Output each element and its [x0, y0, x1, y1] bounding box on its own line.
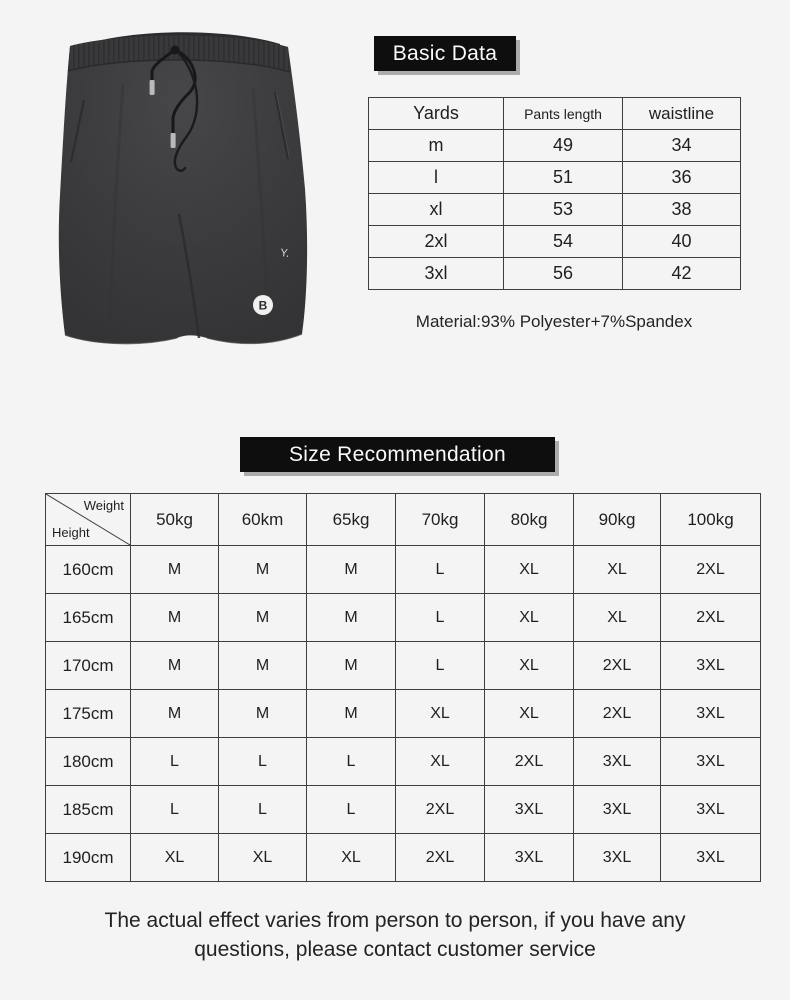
aglet-left: [150, 80, 155, 95]
height-row-header: 180cm: [46, 738, 131, 786]
recommended-size-cell: 3XL: [485, 786, 574, 834]
waistline-cell: 40: [623, 226, 741, 258]
footer-line-1: The actual effect varies from person to person, if you have any: [104, 909, 686, 932]
recommended-size-cell: XL: [396, 690, 485, 738]
size-table-row: [46, 690, 761, 738]
recommended-size-cell: L: [396, 594, 485, 642]
weight-column-header: 80kg: [485, 494, 574, 546]
recommended-size-cell: 3XL: [485, 834, 574, 882]
recommended-size-cell: 2XL: [574, 642, 661, 690]
recommended-size-cell: L: [307, 786, 396, 834]
recommended-size-cell: 2XL: [661, 546, 761, 594]
height-row-header: 170cm: [46, 642, 131, 690]
recommended-size-cell: XL: [485, 690, 574, 738]
height-row-header: 185cm: [46, 786, 131, 834]
recommended-size-cell: 3XL: [661, 642, 761, 690]
recommended-size-cell: XL: [574, 546, 661, 594]
recommended-size-cell: 3XL: [661, 690, 761, 738]
recommended-size-cell: XL: [396, 738, 485, 786]
weight-column-header: 60km: [219, 494, 307, 546]
recommended-size-cell: M: [219, 690, 307, 738]
weight-column-header: 50kg: [131, 494, 219, 546]
recommended-size-cell: L: [396, 546, 485, 594]
size-table-row: [46, 642, 761, 690]
pants-length-cell: 53: [504, 194, 623, 226]
shorts-image: [28, 4, 363, 354]
recommended-size-cell: M: [219, 594, 307, 642]
recommended-size-cell: M: [219, 546, 307, 594]
pants-length-cell: 49: [504, 130, 623, 162]
recommended-size-cell: XL: [485, 594, 574, 642]
height-row-header: 175cm: [46, 690, 131, 738]
product-photo: [28, 4, 363, 354]
size-table-row: [46, 834, 761, 882]
recommended-size-cell: M: [307, 642, 396, 690]
basic-table-row: [369, 194, 741, 226]
basic-table-row: [369, 258, 741, 290]
recommended-size-cell: XL: [485, 642, 574, 690]
recommended-size-cell: 2XL: [485, 738, 574, 786]
size-table-row: [46, 594, 761, 642]
recommended-size-cell: 2XL: [396, 786, 485, 834]
corner-label-height: Height: [52, 525, 90, 540]
weight-column-header: 70kg: [396, 494, 485, 546]
size-recommendation-title: Size Recommendation: [240, 437, 555, 472]
recommended-size-cell: 2XL: [661, 594, 761, 642]
height-row-header: 160cm: [46, 546, 131, 594]
size-recommendation-table: [45, 493, 761, 882]
aglet-center: [171, 133, 176, 148]
basic-table-header-row: [369, 98, 741, 130]
recommended-size-cell: L: [131, 738, 219, 786]
side-brand-text: Y.: [279, 247, 290, 260]
recommended-size-cell: 3XL: [574, 834, 661, 882]
size-table-row: [46, 546, 761, 594]
recommended-size-cell: M: [131, 594, 219, 642]
recommended-size-cell: XL: [307, 834, 396, 882]
material-note: Material:93% Polyester+7%Spandex: [415, 312, 693, 331]
recommended-size-cell: XL: [574, 594, 661, 642]
column-header-waistline: waistline: [623, 98, 741, 130]
waistline-cell: 36: [623, 162, 741, 194]
recommended-size-cell: 2XL: [396, 834, 485, 882]
size-table-row: [46, 786, 761, 834]
size-name-cell: 3xl: [369, 258, 504, 290]
recommended-size-cell: M: [131, 690, 219, 738]
recommended-size-cell: L: [307, 738, 396, 786]
waistline-cell: 42: [623, 258, 741, 290]
recommended-size-cell: L: [396, 642, 485, 690]
pants-length-cell: 51: [504, 162, 623, 194]
height-row-header: 190cm: [46, 834, 131, 882]
corner-label-weight: Weight: [83, 498, 124, 513]
recommended-size-cell: 3XL: [574, 738, 661, 786]
weight-column-header: 100kg: [661, 494, 761, 546]
recommended-size-cell: M: [307, 546, 396, 594]
recommended-size-cell: 3XL: [661, 738, 761, 786]
footer-line-2: questions, please contact customer service: [194, 938, 596, 961]
basic-table-row: [369, 130, 741, 162]
recommended-size-cell: M: [131, 546, 219, 594]
size-name-cell: m: [369, 130, 504, 162]
recommended-size-cell: M: [307, 594, 396, 642]
recommended-size-cell: 3XL: [661, 834, 761, 882]
pants-length-cell: 56: [504, 258, 623, 290]
basic-data-title: Basic Data: [374, 36, 516, 71]
recommended-size-cell: L: [219, 738, 307, 786]
height-row-header: 165cm: [46, 594, 131, 642]
basic-data-table: [368, 97, 741, 290]
footer-note: [0, 906, 790, 964]
recommended-size-cell: L: [131, 786, 219, 834]
recommended-size-cell: 3XL: [661, 786, 761, 834]
size-name-cell: xl: [369, 194, 504, 226]
weight-column-header: 65kg: [307, 494, 396, 546]
basic-table-row: [369, 226, 741, 258]
size-name-cell: 2xl: [369, 226, 504, 258]
recommended-size-cell: XL: [219, 834, 307, 882]
column-header-yards: Yards: [369, 98, 504, 130]
weight-column-header: 90kg: [574, 494, 661, 546]
weight-height-corner-cell: [46, 494, 131, 546]
waistline-cell: 38: [623, 194, 741, 226]
recommended-size-cell: XL: [131, 834, 219, 882]
recommended-size-cell: M: [219, 642, 307, 690]
brand-logo-badge-icon: [253, 295, 273, 315]
recommended-size-cell: L: [219, 786, 307, 834]
recommended-size-cell: 3XL: [574, 786, 661, 834]
recommended-size-cell: 2XL: [574, 690, 661, 738]
svg-text:B: B: [258, 298, 268, 313]
recommended-size-cell: M: [131, 642, 219, 690]
size-table-row: [46, 738, 761, 786]
basic-table-row: [369, 162, 741, 194]
size-table-header-row: [46, 494, 761, 546]
recommended-size-cell: XL: [485, 546, 574, 594]
size-name-cell: l: [369, 162, 504, 194]
pants-length-cell: 54: [504, 226, 623, 258]
waistline-cell: 34: [623, 130, 741, 162]
column-header-pants-length: Pants length: [504, 98, 623, 130]
recommended-size-cell: M: [307, 690, 396, 738]
